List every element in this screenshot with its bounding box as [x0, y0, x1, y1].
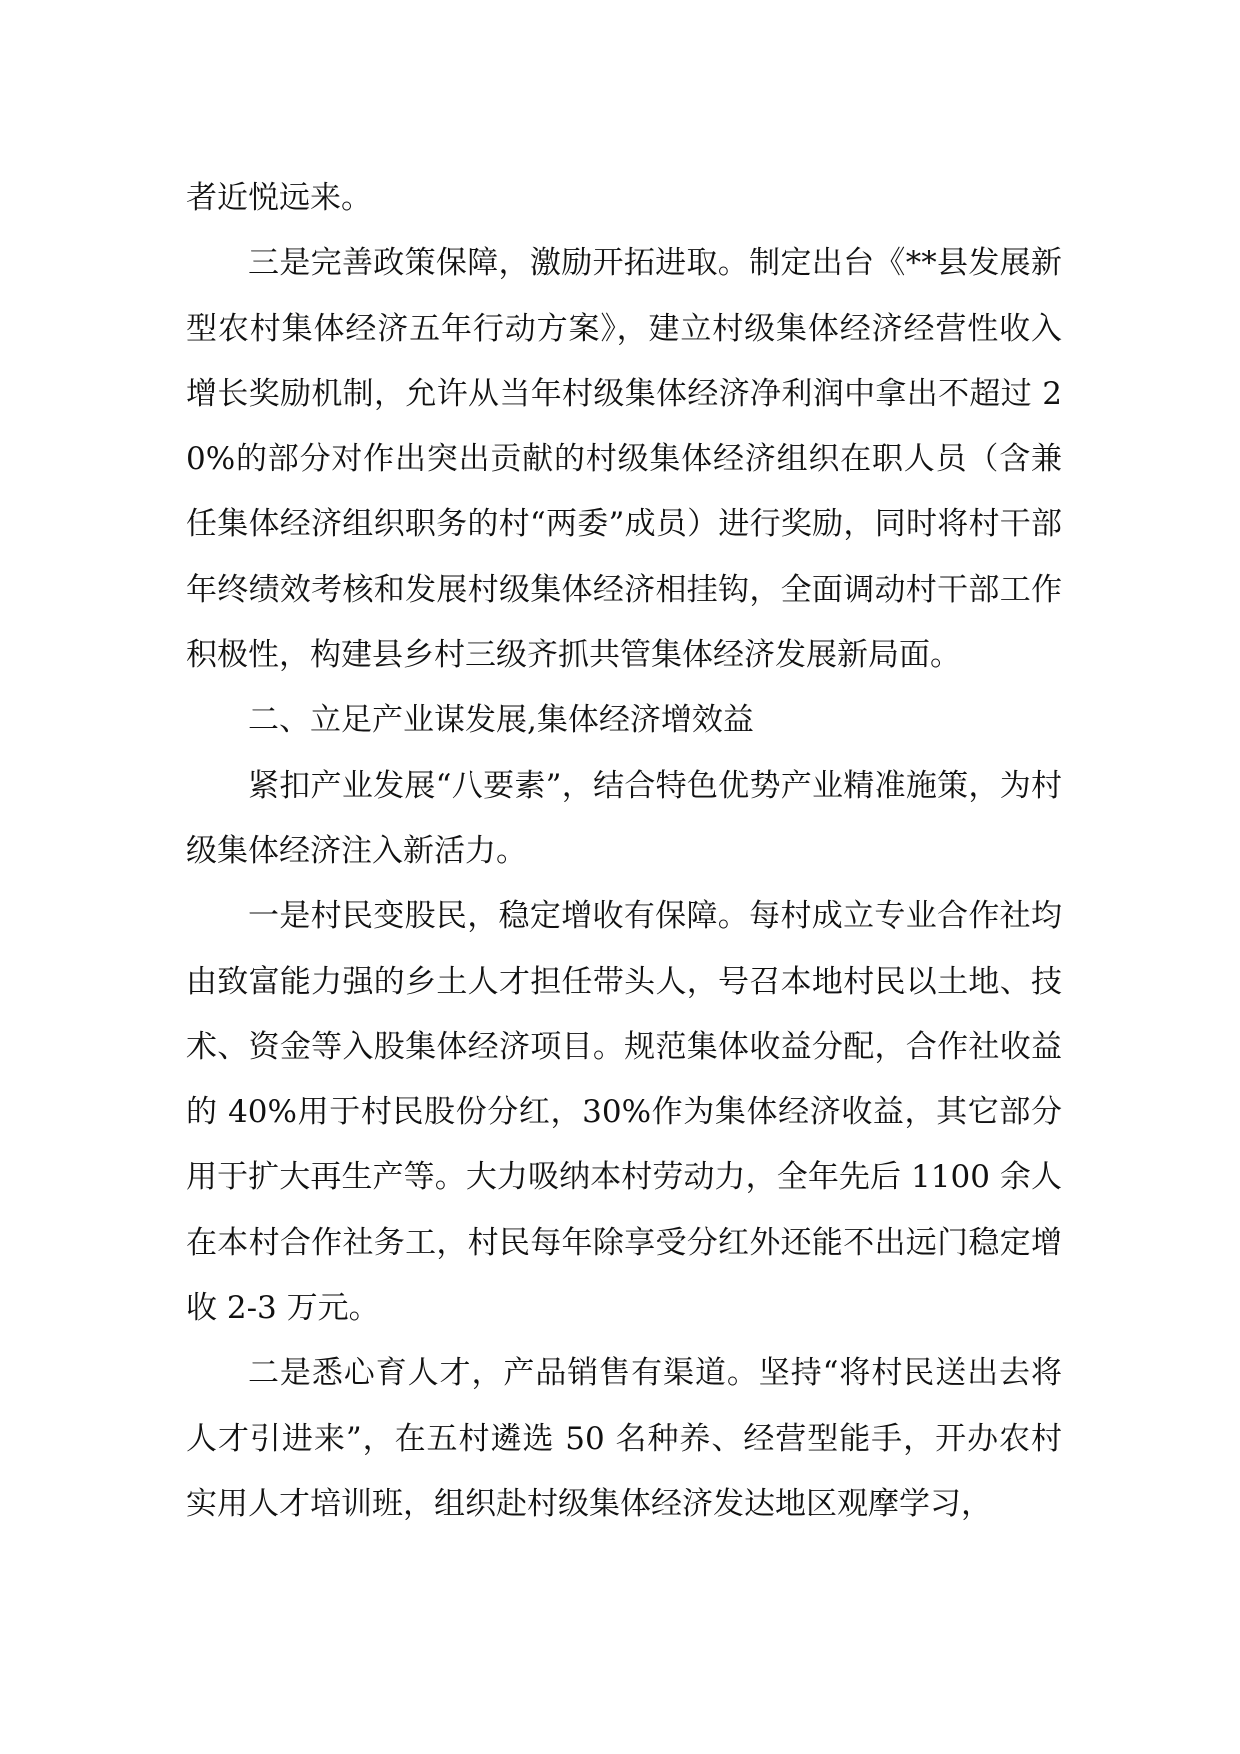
paragraph-villagers-shareholders: 一是村民变股民，稳定增收有保障。每村成立专业合作社均由致富能力强的乡土人才担任带头人，号召本地村民以土地、技术、资金等入股集体经济项目。规范集体收益分配，合作社收益的 40%用于村民股份分红，30%作为集体经济收益，其它部分用于扩大再生产等。大力吸纳本村劳动力，全年先后 1100 余人在本村合作社务工，村民每年除享受分红外还能不出远门稳定增收 2-3 万元。 — [186, 898, 1062, 1327]
paragraph-talent-cultivation: 二是悉心育人才，产品销售有渠道。坚持“将村民送出去将人才引进来”，在五村遴选 50 名种养、经营型能手，开办农村实用人才培训班，组织赴村级集体经济发达地区观摩学习， — [186, 1355, 1062, 1522]
document-body — [186, 166, 1062, 1537]
paragraph-continuation: 者近悦远来。 — [186, 180, 372, 216]
paragraph-industry-intro: 紧扣产业发展“八要素”，结合特色优势产业精准施策，为村级集体经济注入新活力。 — [186, 767, 1062, 869]
section-heading: 二、立足产业谋发展,集体经济增效益 — [248, 702, 754, 739]
paragraph-policy-support: 三是完善政策保障，激励开拓进取。制定出台《**县发展新型农村集体经济五年行动方案》，建立村级集体经济经营性收入增长奖励机制，允许从当年村级集体经济净利润中拿出不超过 20%的部分对作出突出贡献的村级集体经济组织在职人员（含兼任集体经济组织职务的村“两委”成员）进行奖励，同时将村干部年终绩效考核和发展村级集体经济相挂钩，全面调动村干部工作积极性，构建县乡村三级齐抓共管集体经济发展新局面。 — [186, 245, 1062, 674]
